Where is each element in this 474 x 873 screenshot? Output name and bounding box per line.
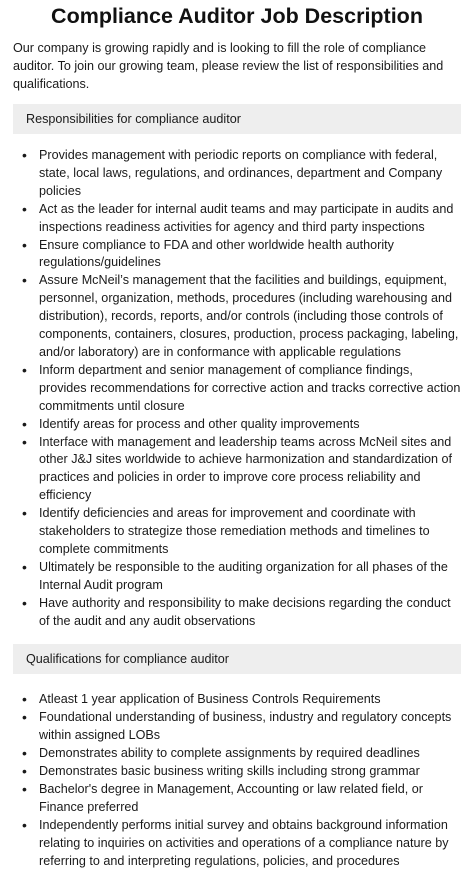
list-item: • Inform department and senior management of compliance findings, provides recommendations for corrective action and tracks corrective action commitments until closure bbox=[13, 362, 461, 416]
page-title: Compliance Auditor Job Description bbox=[51, 4, 423, 28]
list-item: • Atleast 1 year application of Business Controls Requirements bbox=[13, 691, 461, 709]
list-item: • Identify deficiencies and areas for improvement and coordinate with stakeholders to strategize those remediation methods and timelines to complete commitments bbox=[13, 505, 461, 559]
list-item: • Ensure compliance to FDA and other worldwide health authority regulations/guidelines bbox=[13, 237, 461, 273]
list-item: • Bachelor's degree in Management, Accounting or law related field, or Finance preferred bbox=[13, 781, 461, 817]
responsibilities-header: Responsibilities for compliance auditor bbox=[13, 104, 461, 134]
list-item: • Have authority and responsibility to make decisions regarding the conduct of the audit and any audit observations bbox=[13, 595, 461, 631]
qualifications-header: Qualifications for compliance auditor bbox=[13, 644, 461, 674]
list-item: • Interface with management and leadership teams across McNeil sites and other J&J sites worldwide to achieve harmonization and standardization of practices and policies in order to improve core process reliability and efficiency bbox=[13, 434, 461, 506]
list-item: • Independently performs initial survey and obtains background information relating to inquiries on activities and operations of a compliance nature by referring to and interpreting regulations, policies, and procedures bbox=[13, 817, 461, 871]
list-item: • Identify areas for process and other quality improvements bbox=[13, 416, 461, 434]
qualifications-list bbox=[13, 691, 461, 870]
list-item: • Foundational understanding of business, industry and regulatory concepts within assigned LOBs bbox=[13, 709, 461, 745]
list-item: • Provides management with periodic reports on compliance with federal, state, local laws, regulations, and ordinances, department and Company policies bbox=[13, 147, 461, 201]
list-item: • Act as the leader for internal audit teams and may participate in audits and inspections readiness activities for agency and third party inspections bbox=[13, 201, 461, 237]
list-item: • Demonstrates basic business writing skills including strong grammar bbox=[13, 763, 461, 781]
list-item: • Ultimately be responsible to the auditing organization for all phases of the Internal Audit program bbox=[13, 559, 461, 595]
list-item: • Demonstrates ability to complete assignments by required deadlines bbox=[13, 745, 461, 763]
list-item: • Assure McNeil’s management that the facilities and buildings, equipment, personnel, organization, methods, procedures (including warehousing and distribution), records, reports, and/or controls (including those controls of components, containers, closures, production, process packaging, labeling, and/or laboratory) are in conformance with applicable regulations bbox=[13, 272, 461, 362]
intro-paragraph: Our company is growing rapidly and is looking to fill the role of compliance auditor. To join our growing team, please review the list of responsibilities and qualifications. bbox=[13, 41, 444, 91]
responsibilities-list bbox=[13, 147, 461, 630]
